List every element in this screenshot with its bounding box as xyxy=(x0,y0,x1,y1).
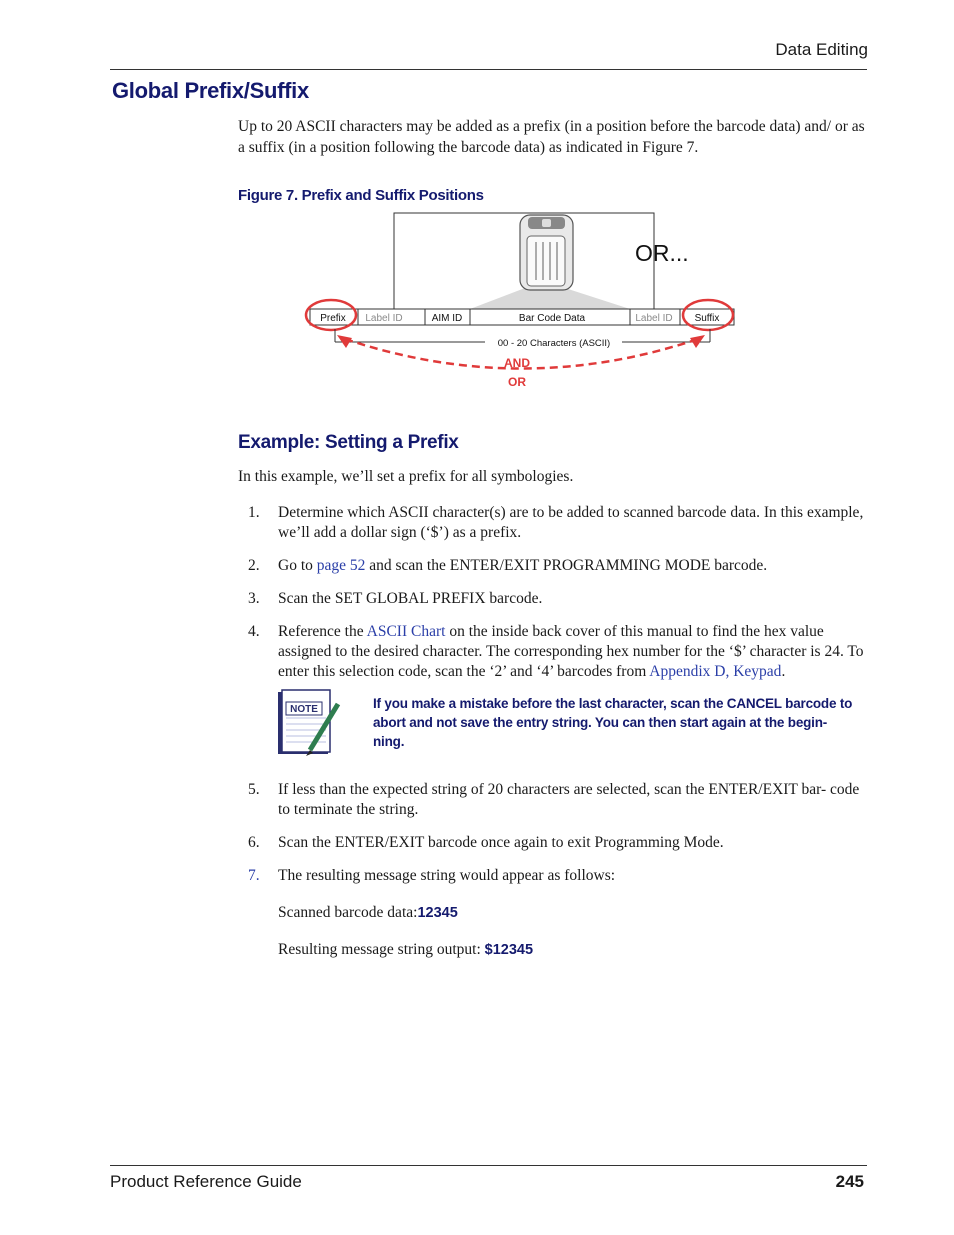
note-text: If you make a mistake before the last character, scan the CANCEL barcode to abort and not save the entry string. You can then start again at the begin- ning. xyxy=(373,696,853,749)
step-number: 2. xyxy=(248,557,260,574)
step-text: Scan the ENTER/EXIT barcode once again to exit Programming Mode. xyxy=(278,834,724,851)
step-number: 1. xyxy=(248,504,260,521)
field-label-id-1: Label ID xyxy=(365,313,403,324)
page-number: 245 xyxy=(835,1172,864,1191)
step-3 xyxy=(248,589,868,611)
footer-rule xyxy=(110,1165,867,1166)
scanned-data-value: 12345 xyxy=(417,905,458,921)
step-text: Determine which ASCII character(s) are to be added to scanned barcode data. In this example, we’ll add a dollar sign (‘$’) as a prefix. xyxy=(278,504,864,541)
scanned-data-line xyxy=(278,902,838,924)
step-number: 7. xyxy=(248,867,260,884)
ascii-chart-link[interactable]: ASCII Chart xyxy=(366,623,446,640)
intro-paragraph: Up to 20 ASCII characters may be added as a prefix (in a position before the barcode data) and/ or as a suffix (in a position following the barcode data) as indicated in Figure 7. xyxy=(238,118,865,156)
example-heading: Example: Setting a Prefix xyxy=(238,432,459,453)
step-5 xyxy=(248,780,868,822)
step-text: Scan the SET GLOBAL PREFIX barcode. xyxy=(278,590,543,607)
field-row xyxy=(310,309,734,325)
step-text-pre: Go to xyxy=(278,557,317,574)
prefix-suffix-diagram xyxy=(300,208,750,393)
step-text: The resulting message string would appear as follows: xyxy=(278,867,616,884)
field-bar-code-data: Bar Code Data xyxy=(518,313,586,324)
step-number: 6. xyxy=(248,834,260,851)
step-number: 3. xyxy=(248,590,260,607)
note-icon xyxy=(276,688,342,758)
figure-caption: Figure 7. Prefix and Suffix Positions xyxy=(238,187,484,204)
step-number: 4. xyxy=(248,623,260,640)
page-52-link[interactable]: page 52 xyxy=(316,557,366,574)
field-suffix: Suffix xyxy=(694,313,720,324)
appendix-d-keypad-link[interactable]: Appendix D, Keypad xyxy=(649,663,782,680)
step-text-post: and scan the ENTER/EXIT PROGRAMMING MODE barcode. xyxy=(365,557,768,574)
step-text-post: . xyxy=(781,663,786,680)
page-title: Global Prefix/Suffix xyxy=(112,78,309,103)
note-icon-label: NOTE xyxy=(290,704,318,715)
example-intro: In this example, we’ll set a prefix for all symbologies. xyxy=(238,468,574,485)
or-small-label: OR xyxy=(508,375,526,389)
range-label: 00 - 20 Characters (ASCII) xyxy=(497,338,611,349)
footer-guide-title: Product Reference Guide xyxy=(110,1172,302,1191)
field-label-id-2: Label ID xyxy=(635,313,673,324)
header-rule xyxy=(110,69,867,70)
scanned-data-label: Scanned barcode data: xyxy=(278,904,418,921)
step-text-mid: on the inside back cover of this manual to find the hex value assigned to the desired character. The corresponding hex number for the ‘$’ character is 24. To enter this selection code, scan the ‘2’ and ‘4’ barcodes from xyxy=(278,623,864,680)
result-line xyxy=(278,939,838,961)
scanner-icon xyxy=(520,215,573,290)
step-text: If less than the expected string of 20 characters are selected, scan the ENTER/EXIT bar- code to terminate the string. xyxy=(278,781,860,818)
scan-beam xyxy=(470,288,630,309)
header-section-title: Data Editing xyxy=(775,40,868,59)
step-2 xyxy=(248,556,868,578)
result-label: Resulting message string output: xyxy=(278,941,485,958)
step-4 xyxy=(248,622,868,684)
result-value: $12345 xyxy=(484,942,534,958)
and-label: AND xyxy=(504,356,530,370)
step-1 xyxy=(248,503,868,545)
step-6 xyxy=(248,833,868,855)
step-7 xyxy=(248,866,868,888)
step-text xyxy=(278,622,868,682)
step-text xyxy=(278,556,868,576)
or-label: OR... xyxy=(635,240,689,266)
field-aim-id: AIM ID xyxy=(431,313,463,324)
step-number: 5. xyxy=(248,781,260,798)
step-text-pre: Reference the xyxy=(278,623,367,640)
field-prefix: Prefix xyxy=(320,313,346,324)
